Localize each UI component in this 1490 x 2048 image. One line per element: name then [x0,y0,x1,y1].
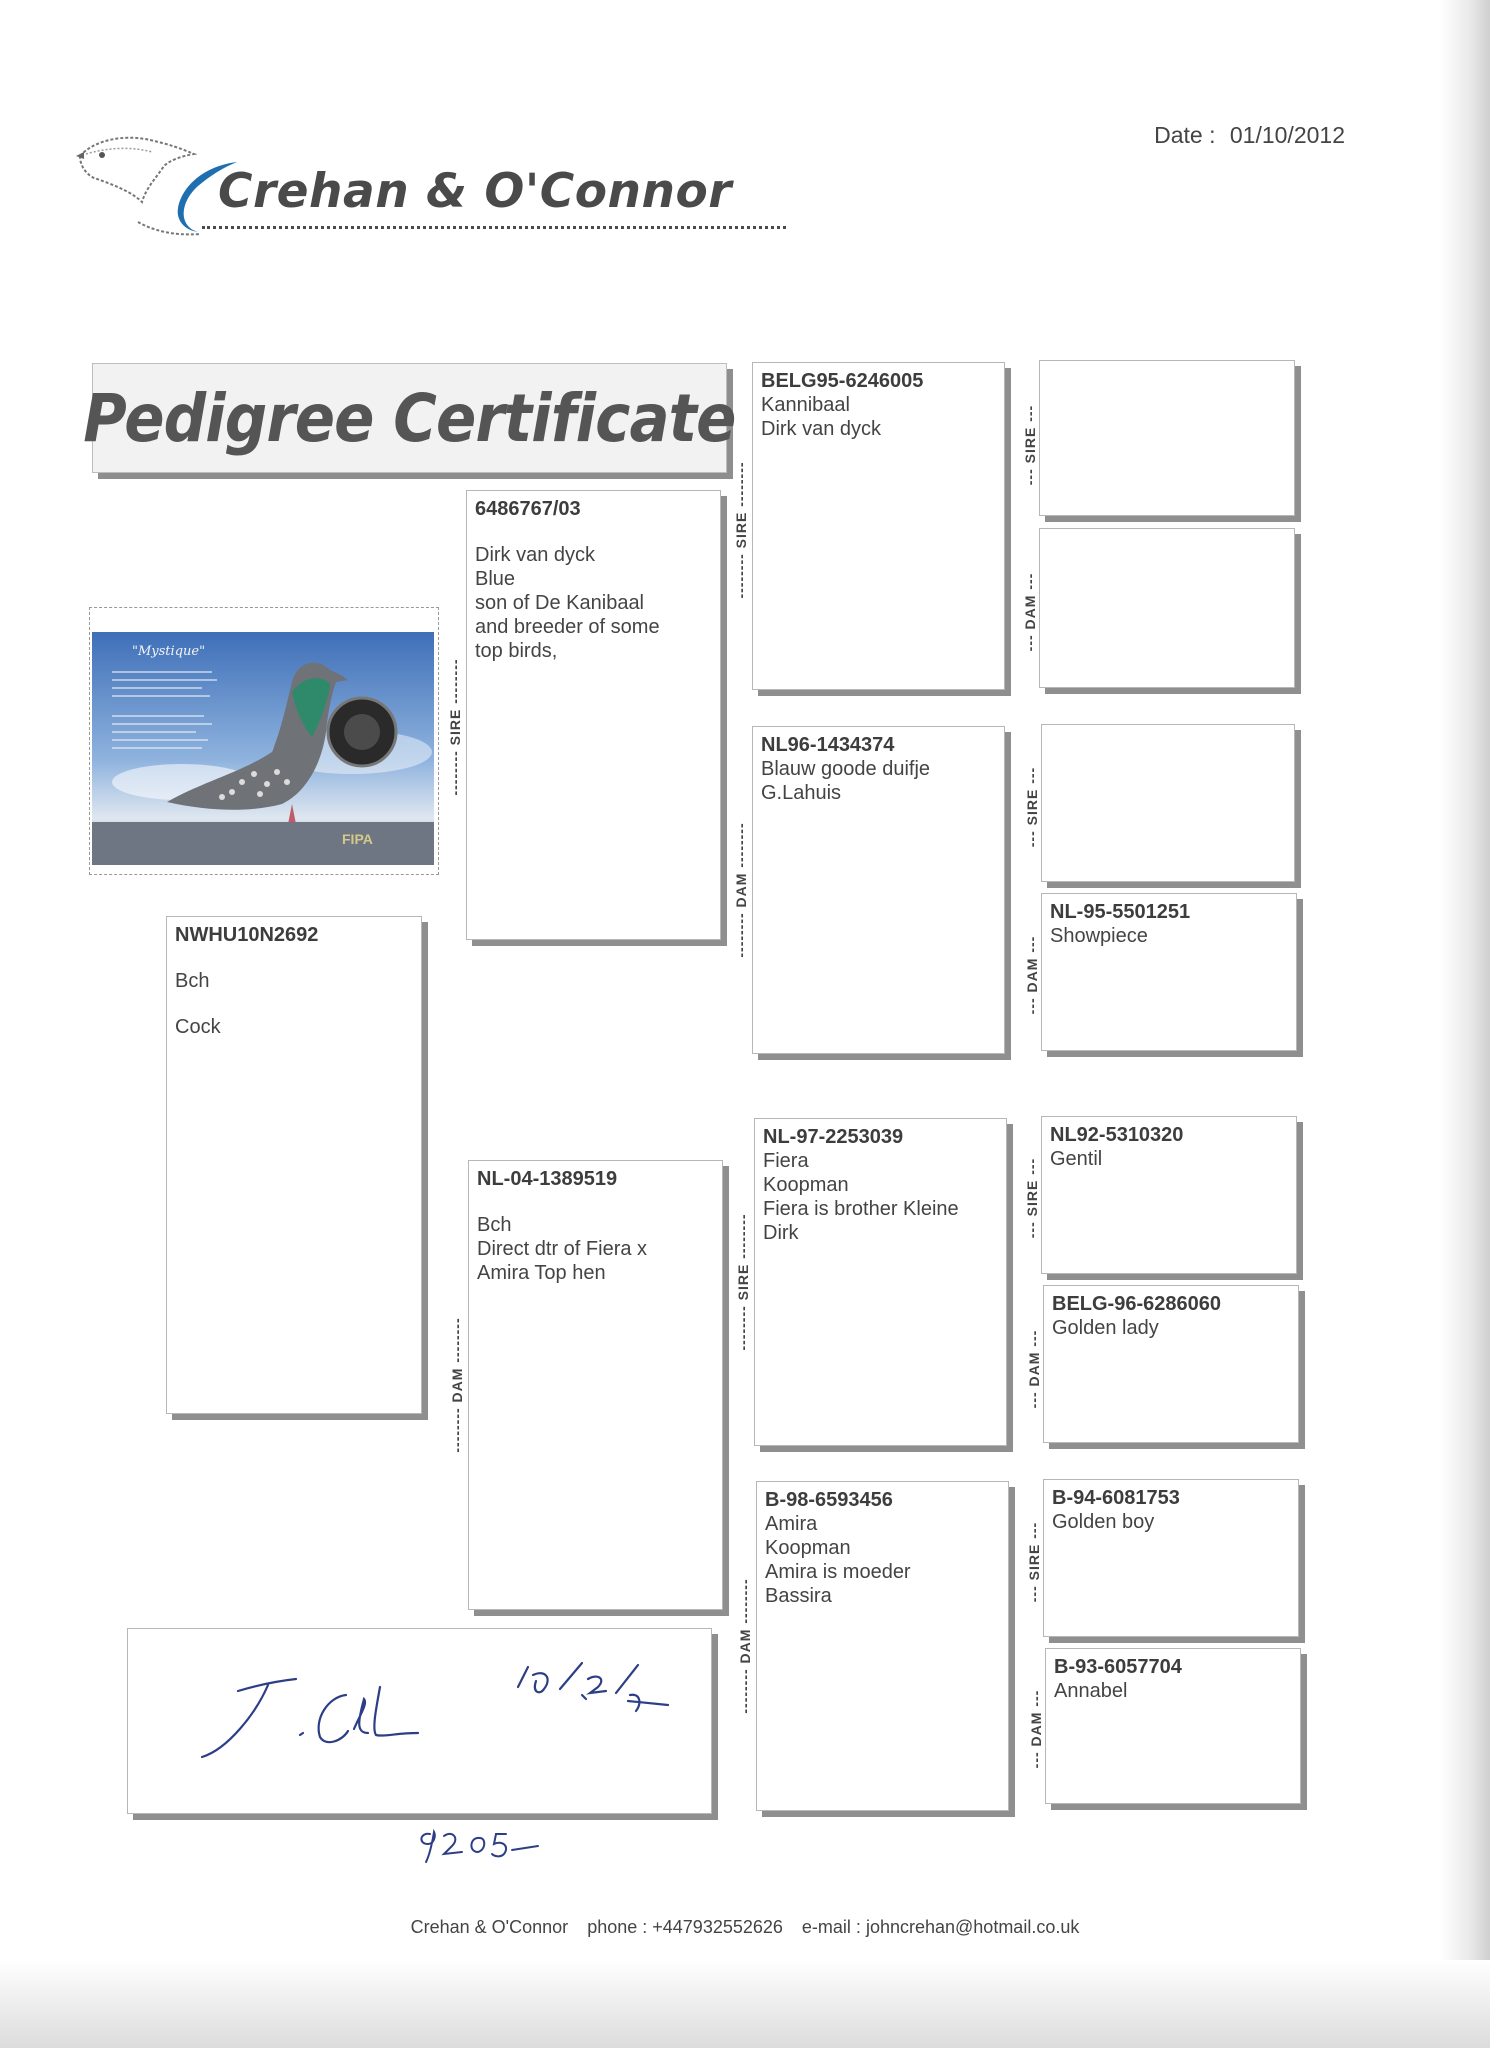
dam-label: --- DAM --- [1022,572,1038,652]
sire-label: -------- SIRE -------- [735,1213,751,1351]
ggp-dss-card [1041,1116,1297,1274]
granddam-sire-side-card [752,726,1005,1054]
dam-label: -------- DAM -------- [449,1317,465,1453]
grandsire-sire-side-card [752,362,1005,690]
gp-dd-line: Bassira [765,1585,832,1607]
ggp-sds-card [1041,724,1295,882]
gp-sd-ring: NL96-1434374 [761,734,895,756]
signature-box [127,1628,712,1814]
handwritten-number [410,1820,550,1870]
dam-line: Bch [477,1214,512,1236]
sire-label-text: SIRE [1024,788,1040,826]
ggp-dsd-card [1043,1285,1299,1443]
dam-label-text: DAM [737,1628,753,1664]
sire-line: Dirk van dyck [475,544,596,566]
subject-card [166,916,422,1414]
logo-underline [202,226,786,229]
granddam-dam-side-card [756,1481,1009,1811]
ggp-dds-ring: B-94-6081753 [1052,1487,1180,1509]
footer-phone: +447932552626 [652,1917,783,1937]
dam-ring: NL-04-1389519 [477,1168,618,1190]
date-line [1154,122,1345,149]
photo-caption: "Mystique" [132,644,206,659]
gp-ds-line: Dirk [763,1222,799,1244]
gp-ss-line: Dirk van dyck [761,418,882,440]
ggp-dsd-ring: BELG-96-6286060 [1052,1293,1221,1315]
pigeon-illustration-icon [92,632,434,865]
gp-ds-ring: NL-97-2253039 [763,1126,904,1148]
svg-text:FIPA: FIPA [342,831,373,847]
sire-label: -------- SIRE -------- [733,461,749,599]
subject-sex: Cock [175,1016,221,1038]
grandsire-dam-side-card [754,1118,1007,1446]
ggp-sdd-card [1041,893,1297,1051]
ggp-dss-ring: NL92-5310320 [1050,1124,1184,1146]
dam-label-text: DAM [1024,957,1040,993]
gp-sd-line: Blauw goode duifje [761,758,931,780]
spacer [175,947,413,969]
scan-bottom-shade [0,1960,1490,2048]
sire-line: and breeder of some [475,616,660,638]
dam-line: Direct dtr of Fiera x [477,1238,648,1260]
sire-label: --- SIRE --- [1022,404,1038,486]
dam-label-text: DAM [733,872,749,908]
spacer [477,1191,714,1213]
company-name: Crehan & O'Connor [218,164,732,219]
sire-label-text: SIRE [735,1263,751,1301]
sire-label-text: SIRE [1022,426,1038,464]
scan-edge-shade [1440,0,1490,2048]
pigeon-photo-frame [89,607,439,875]
dam-label-text: DAM [1028,1711,1044,1747]
dam-line: Amira Top hen [477,1262,606,1284]
footer [0,1917,1490,1938]
gp-ss-line: Kannibaal [761,394,850,416]
ggp-dsd-line: Golden lady [1052,1317,1159,1339]
dam-card [468,1160,723,1610]
ggp-dds-card [1043,1479,1299,1637]
gp-dd-ring: B-98-6593456 [765,1489,893,1511]
date-label: Date : [1154,122,1216,148]
certificate-title: Pedigree Certificate [83,379,736,457]
date-value: 01/10/2012 [1229,122,1345,148]
dam-label: --- DAM --- [1024,935,1040,1015]
footer-email[interactable]: johncrehan@hotmail.co.uk [865,1917,1080,1937]
sire-label: --- SIRE --- [1024,1157,1040,1239]
footer-phone-label: phone : [587,1917,648,1937]
sire-label-text: SIRE [447,708,463,746]
dam-label-text: DAM [449,1367,465,1403]
sire-label: -------- SIRE -------- [447,658,463,796]
certificate-title-box [83,363,736,473]
dam-label: --- DAM --- [1026,1329,1042,1409]
subject-colour: Bch [175,970,210,992]
spacer [475,521,712,543]
ggp-sdd-ring: NL-95-5501251 [1050,901,1191,923]
dam-label: -------- DAM -------- [737,1578,753,1714]
gp-ds-line: Koopman [763,1174,849,1196]
gp-ds-line: Fiera is brother Kleine [763,1198,959,1220]
sire-line: Blue [475,568,516,590]
ggp-dds-line: Golden boy [1052,1511,1155,1533]
sire-line: son of De Kanibaal [475,592,645,614]
bird-logo-icon [72,126,242,241]
dam-label: --- DAM --- [1028,1689,1044,1769]
handwritten-signature [128,1629,713,1815]
gp-sd-line: G.Lahuis [761,782,842,804]
ggp-sss-card [1039,360,1295,516]
ggp-ddd-line: Annabel [1054,1680,1128,1702]
dam-label-text: DAM [1022,594,1038,630]
sire-label-text: SIRE [733,511,749,549]
ggp-dss-line: Gentil [1050,1148,1103,1170]
pigeon-photo [92,632,434,865]
dam-label-text: DAM [1026,1351,1042,1387]
gp-dd-line: Amira is moeder [765,1561,911,1583]
gp-ds-line: Fiera [763,1150,809,1172]
sire-label: --- SIRE --- [1024,766,1040,848]
ggp-sdd-line: Showpiece [1050,925,1148,947]
sire-label-text: SIRE [1026,1543,1042,1581]
footer-company: Crehan & O'Connor [410,1917,569,1937]
handwritten-note [410,1820,550,1875]
ggp-ddd-ring: B-93-6057704 [1054,1656,1182,1678]
ggp-ssd-card [1039,528,1295,688]
sire-label-text: SIRE [1024,1179,1040,1217]
company-logo [72,126,732,241]
footer-email-label: e-mail : [801,1917,861,1937]
sire-line: top birds, [475,640,558,662]
spacer [175,993,413,1015]
dam-label: -------- DAM -------- [733,822,749,958]
gp-dd-line: Koopman [765,1537,851,1559]
subject-ring: NWHU10N2692 [175,924,319,946]
sire-card [466,490,721,940]
sire-ring: 6486767/03 [475,498,581,520]
gp-dd-line: Amira [765,1513,818,1535]
gp-ss-ring: BELG95-6246005 [761,370,924,392]
ggp-ddd-card [1045,1648,1301,1804]
sire-label: --- SIRE --- [1026,1521,1042,1603]
